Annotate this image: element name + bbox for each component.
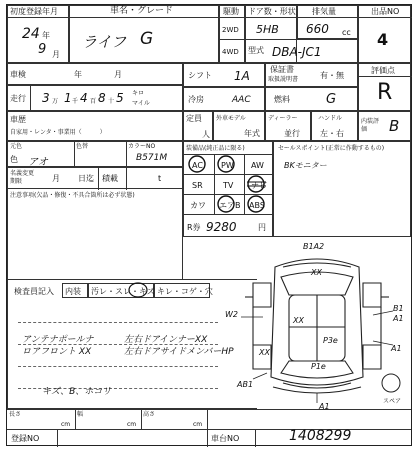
interior-value: B xyxy=(389,117,400,135)
mark-left-rear: XX xyxy=(259,348,270,357)
inspector-note-2: ロアフロント XX xyxy=(22,347,92,357)
drive-2wd: 2WD xyxy=(222,26,239,34)
color-cell xyxy=(7,141,183,167)
history-cell xyxy=(7,111,183,141)
notes-label: 注意事項(欠品・修復・不具合箇所は必ず状態) xyxy=(10,192,135,199)
interior-score-cell xyxy=(358,111,411,141)
drive-4wd: 4WD xyxy=(222,48,239,56)
width-label: 幅 xyxy=(77,411,84,418)
inspection-label: 車検 xyxy=(10,70,26,79)
first-reg-year: 24 xyxy=(22,26,40,42)
model-cell xyxy=(245,39,358,63)
spare-label: スペア xyxy=(383,398,402,405)
inspector-note-3: 左右ドアインナーXX xyxy=(124,335,208,345)
inspection-month-unit: 月 xyxy=(114,70,122,79)
inspector-label: 検査員記入 xyxy=(14,287,54,296)
mileage-digit-3: 4 xyxy=(80,91,88,105)
r-ticket-value: 9280 xyxy=(206,220,237,234)
capacity-unit: 人 xyxy=(202,130,210,139)
dealer-sub: 並行 xyxy=(284,129,300,138)
exterior-label: 外車モデル xyxy=(216,115,246,122)
r-ticket-unit: 円 xyxy=(258,223,266,232)
shift-label: シフト xyxy=(188,71,212,80)
chassis-label: 車台NO xyxy=(211,434,240,443)
mark-front: B1A2 xyxy=(303,242,325,251)
mileage-unit-hyaku: 百 xyxy=(90,98,97,105)
length-unit: cm xyxy=(61,421,71,428)
equip-kawa: カワ xyxy=(190,201,206,210)
history-label: 車歴 xyxy=(10,115,26,124)
name-change-label: 名義変更期限 xyxy=(10,170,35,185)
equip-tv: TV xyxy=(223,181,234,190)
displacement-cell xyxy=(297,5,358,39)
car-name: ライフ xyxy=(82,33,127,51)
mileage-unit-man: 万 xyxy=(52,98,59,105)
capacity-cell xyxy=(183,111,213,141)
ac-value: AAC xyxy=(232,95,251,105)
circle-navi xyxy=(248,176,264,192)
handle-cell xyxy=(311,111,358,141)
exterior-model-cell xyxy=(213,111,265,141)
lot-cell xyxy=(358,5,411,63)
inspector-note-5: キズ、B、ホコリ xyxy=(42,387,112,397)
name-grade-cell xyxy=(69,5,219,63)
inspection-cell xyxy=(7,63,183,85)
r-ticket-label: R券 xyxy=(187,223,201,232)
equip-airbag: エアB xyxy=(219,201,241,210)
handle-sub: 左・右 xyxy=(320,129,344,138)
history-sub: 自家用・レンタ・事業用（ ） xyxy=(10,129,106,136)
displacement-label: 排気量 xyxy=(312,7,336,16)
fuel-label: 燃料 xyxy=(274,95,290,104)
color-change-label: 色替 xyxy=(76,143,89,150)
name-change-month-unit: 月 xyxy=(52,174,60,183)
circle-pw xyxy=(218,156,234,172)
interior-label: 内装評価 xyxy=(361,118,380,133)
mileage-cell xyxy=(7,85,183,111)
sales-point-label: セールスポイント(正常に作動するもの) xyxy=(278,145,385,152)
mark-left-quarter: AB1 xyxy=(237,380,254,389)
first-reg-label: 初度登録年月 xyxy=(10,7,58,16)
circle-abs xyxy=(248,196,264,212)
ac-cell xyxy=(183,87,265,111)
length-label: 長さ xyxy=(9,411,22,418)
warranty-value: 有・無 xyxy=(320,71,344,80)
warranty-label: 保証書 xyxy=(270,65,294,74)
mark-left-front: W2 xyxy=(225,310,238,319)
equip-pw: PW xyxy=(221,161,234,170)
name-change-day-unit: 日迄 xyxy=(78,174,94,183)
mark-rear: P1e xyxy=(311,362,326,371)
first-reg-cell xyxy=(7,5,69,63)
equipment-box xyxy=(183,141,273,237)
lot-label: 出品NO xyxy=(371,7,400,16)
score-label: 評価点 xyxy=(371,66,395,75)
displacement-unit: cc xyxy=(342,28,351,37)
first-reg-year-unit: 年 xyxy=(42,31,50,40)
loading-label: 積載 xyxy=(102,174,118,183)
height-unit: cm xyxy=(193,421,203,428)
score-cell xyxy=(358,63,411,111)
dealer-label: ディーラー xyxy=(268,115,298,122)
inspector-note-4: 左右ドアサイドメンバーHP xyxy=(124,347,234,357)
inspector-area xyxy=(7,279,257,409)
circle-airbag xyxy=(218,196,234,212)
grade: G xyxy=(140,29,154,49)
mark-right-b1: B1 xyxy=(393,304,404,313)
mark-right-front: A1 xyxy=(393,314,404,323)
inspection-year-unit: 年 xyxy=(74,70,82,79)
drive-label: 駆動 xyxy=(223,7,239,16)
shift-cell xyxy=(183,63,265,87)
shift-value: 1A xyxy=(234,69,250,83)
mileage-digit-1: 3 xyxy=(42,91,50,105)
chassis-value: 1408299 xyxy=(289,428,352,444)
equip-abs: ABS xyxy=(249,201,265,210)
circle-ac xyxy=(189,156,205,172)
sales-point-value: BKモニター xyxy=(284,161,327,170)
equipment-label: 装備品(純正品に限る) xyxy=(186,145,245,152)
spare-tire-icon xyxy=(382,374,400,392)
auction-sheet xyxy=(6,4,412,446)
equip-navi: ナビ xyxy=(251,181,267,190)
mark-bottom: A1 xyxy=(319,402,330,411)
height-label: 高さ xyxy=(143,411,156,418)
color-no-box-label: カラーNO xyxy=(128,143,156,150)
door-label: ドア数・形状 xyxy=(248,7,296,16)
inspector-tag-dirty-text: 汚レ・スレ・キズ xyxy=(91,287,155,296)
mileage-unit-juu: 十 xyxy=(108,98,115,105)
sales-point-cell xyxy=(273,141,411,237)
exterior-sub: 年式 xyxy=(244,129,260,138)
mileage-digit-5: 5 xyxy=(116,91,124,105)
score-value: R xyxy=(377,80,393,105)
lot-no: 4 xyxy=(377,30,389,49)
width-unit: cm xyxy=(127,421,137,428)
fuel-value: G xyxy=(326,92,337,107)
mark-left-door: XX xyxy=(293,316,304,325)
original-color-label: 元色 xyxy=(10,143,23,150)
original-color-value: アオ xyxy=(28,157,48,168)
color-label: 色 xyxy=(10,155,18,164)
mileage-label: 走行 xyxy=(10,94,26,103)
mark-right-rear: A1 xyxy=(391,344,402,353)
reg-no-label: 登録NO xyxy=(11,434,40,443)
circle-scratch-tag xyxy=(8,280,258,310)
capacity-label: 定員 xyxy=(186,114,202,123)
name-change-cell xyxy=(7,167,183,189)
equip-ac: AC xyxy=(192,161,203,170)
dealer-cell xyxy=(265,111,311,141)
mileage-km: キロ xyxy=(132,90,145,97)
inspector-note-1: アンテナポールナ xyxy=(22,335,94,345)
name-grade-label: 車名・グレード xyxy=(110,6,174,16)
drive-cell xyxy=(219,5,245,63)
mileage-digit-4: 8 xyxy=(98,91,106,105)
color-no-box-value: B571M xyxy=(136,153,168,163)
mileage-unit-sen: 千 xyxy=(72,98,79,105)
displacement-value: 660 xyxy=(306,22,329,36)
mileage-digit-2: 1 xyxy=(64,91,72,105)
inspector-tag-interior-text: 内装 xyxy=(65,287,81,296)
door-value: 5HB xyxy=(256,23,279,36)
mileage-mile: マイル xyxy=(132,100,150,107)
handle-label: ハンドル xyxy=(318,115,343,122)
first-reg-month-unit: 月 xyxy=(52,50,60,59)
fuel-cell xyxy=(265,87,358,111)
model-label: 型式 xyxy=(248,46,264,55)
notes-cell xyxy=(7,189,183,279)
loading-unit: t xyxy=(158,174,162,183)
warranty-sub: 取扱説明書 xyxy=(268,76,299,83)
ac-label: 冷房 xyxy=(188,95,204,104)
model-value: DBA-JC1 xyxy=(272,45,322,59)
car-damage-diagram xyxy=(223,237,411,413)
first-reg-month: 9 xyxy=(38,42,47,57)
inspector-tag-cut-text: キレ・コゲ・穴 xyxy=(157,287,213,296)
warranty-cell xyxy=(265,63,358,87)
mark-roof: P3e xyxy=(323,336,338,345)
mark-hood: XX xyxy=(311,268,322,277)
equip-sr: SR xyxy=(192,181,203,190)
equip-aw: AW xyxy=(251,161,264,170)
